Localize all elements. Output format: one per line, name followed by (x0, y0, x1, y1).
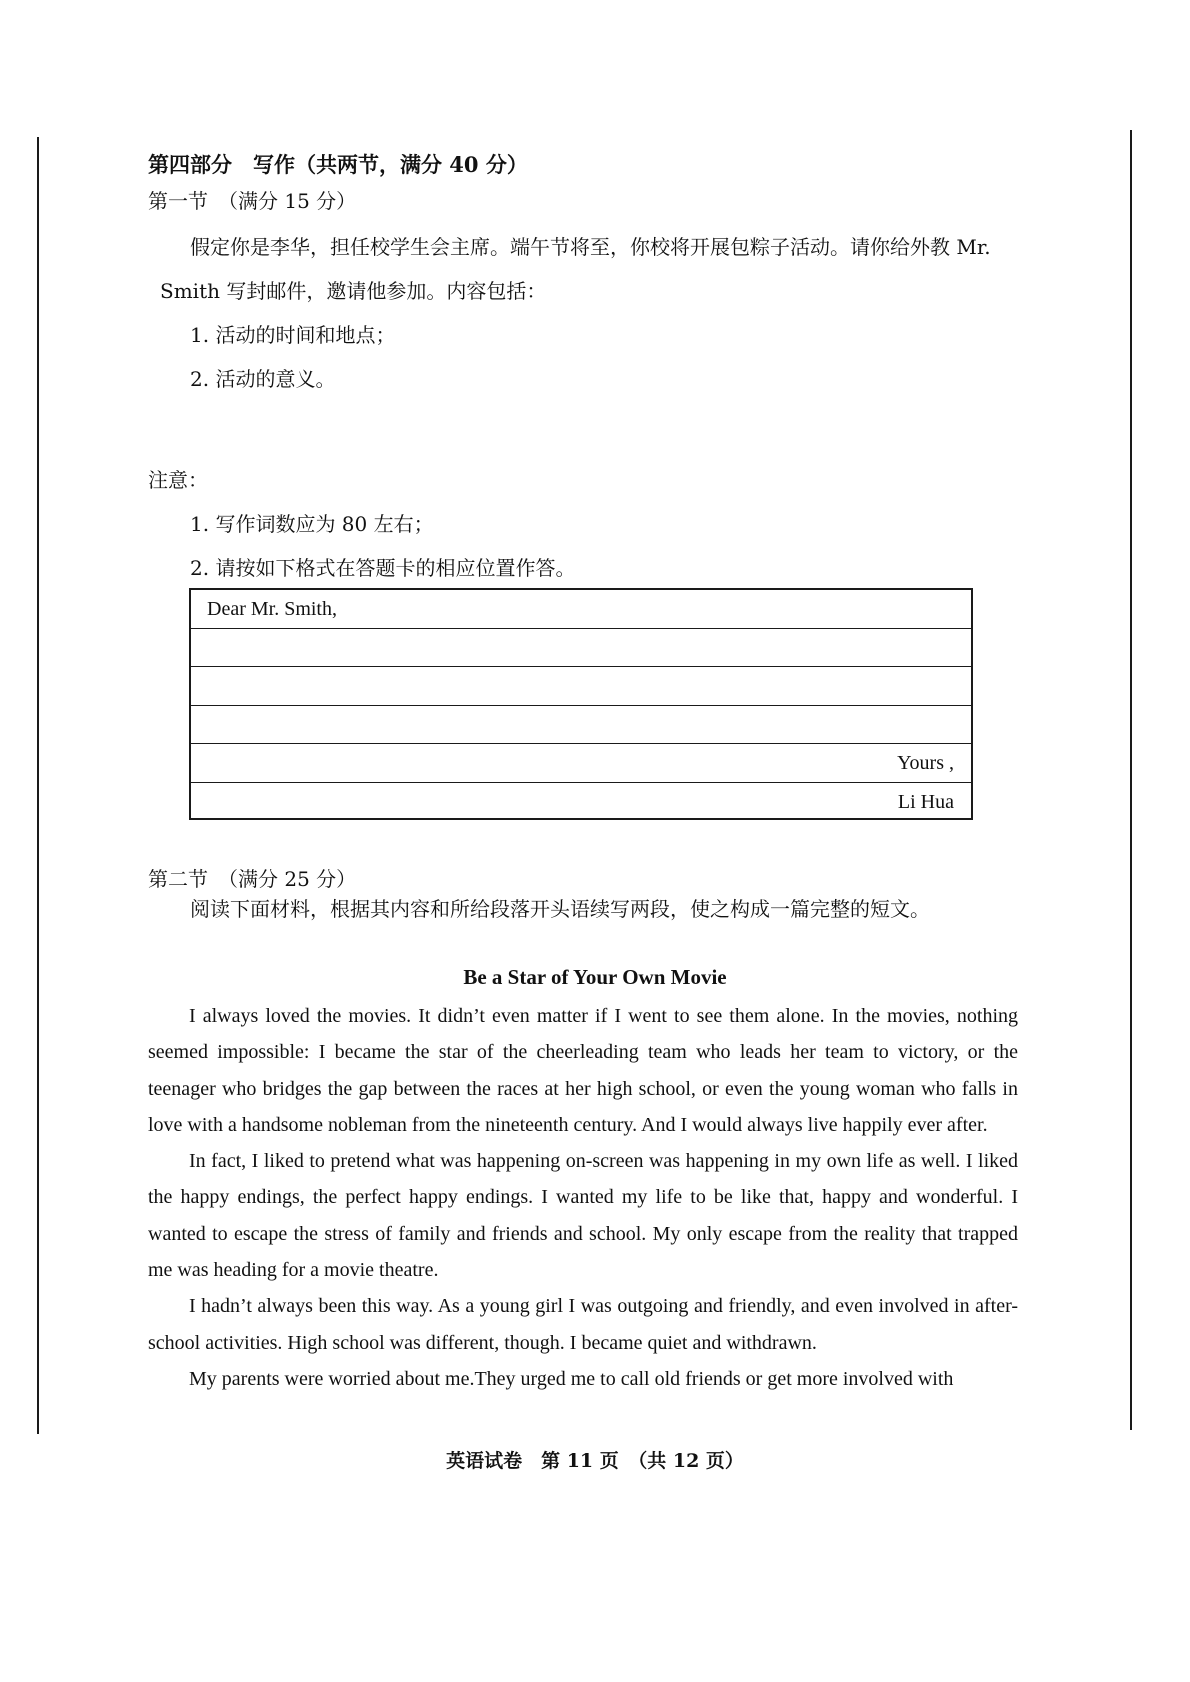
note-label: 注意： (148, 468, 208, 492)
content-item: 2. 活动的意义。 (190, 367, 336, 391)
prompt-text-line1: 假定你是李华，担任校学生会主席。端午节将至，你校将开展包粽子活动。请你给外教 Mr. (190, 235, 991, 259)
note-item: 2. 请按如下格式在答题卡的相应位置作答。 (190, 556, 576, 580)
story-paragraph: I always loved the movies. It didn’t even matter if I went to see them alone. In the movies, nothing seemed impossible: I became the star of the cheerleading team who leads her team to victory, or the teenager who bridges the gap between the races at her high school, or even the young woman who falls in love with a handsome nobleman from the nineteenth century. And I would always live happily ever after. (148, 1005, 1018, 1136)
story-body (148, 998, 1018, 1397)
prompt-text-line2: Smith 写封邮件，邀请他参加。内容包括： (160, 279, 547, 303)
letter-blank-line (191, 629, 971, 668)
letter-format-box (189, 588, 973, 820)
page-footer: 英语试卷 第 11 页 （共 12 页） (446, 1450, 744, 1472)
note-item: 1. 写作词数应为 80 左右； (190, 512, 434, 536)
letter-salutation: Dear Mr. Smith, (191, 590, 971, 629)
left-margin-line (37, 137, 39, 1434)
section2-instruction: 阅读下面材料，根据其内容和所给段落开头语续写两段，使之构成一篇完整的短文。 (190, 897, 930, 921)
story-paragraph: I hadn’t always been this way. As a young girl I was outgoing and friendly, and even involved in after-school activities. High school was different, though. I became quiet and withdrawn. (148, 1295, 1018, 1354)
story-paragraph: In fact, I liked to pretend what was happening on-screen was happening in my own life as well. I liked the happy endings, the perfect happy endings. I wanted my life to be like that, happy and wonderful. I wanted to escape the stress of family and friends and school. My only escape from the reality that trapped me was heading for a movie theatre. (148, 1150, 1018, 1282)
section2-title: 第二节 （满分 25 分） (148, 867, 357, 891)
letter-blank-line (191, 706, 971, 745)
letter-signature: Li Hua (897, 790, 954, 813)
content-item: 1. 活动的时间和地点； (190, 323, 396, 347)
part-heading: 第四部分 写作（共两节，满分 40 分） (148, 152, 528, 177)
story-paragraph: My parents were worried about me.They urged me to call old friends or get more involved with (189, 1367, 954, 1390)
letter-closing: Yours , (191, 744, 971, 783)
section1-title: 第一节 （满分 15 分） (148, 189, 357, 213)
right-margin-line (1130, 130, 1132, 1430)
letter-blank-line (191, 667, 971, 706)
story-title: Be a Star of Your Own Movie (463, 965, 727, 989)
